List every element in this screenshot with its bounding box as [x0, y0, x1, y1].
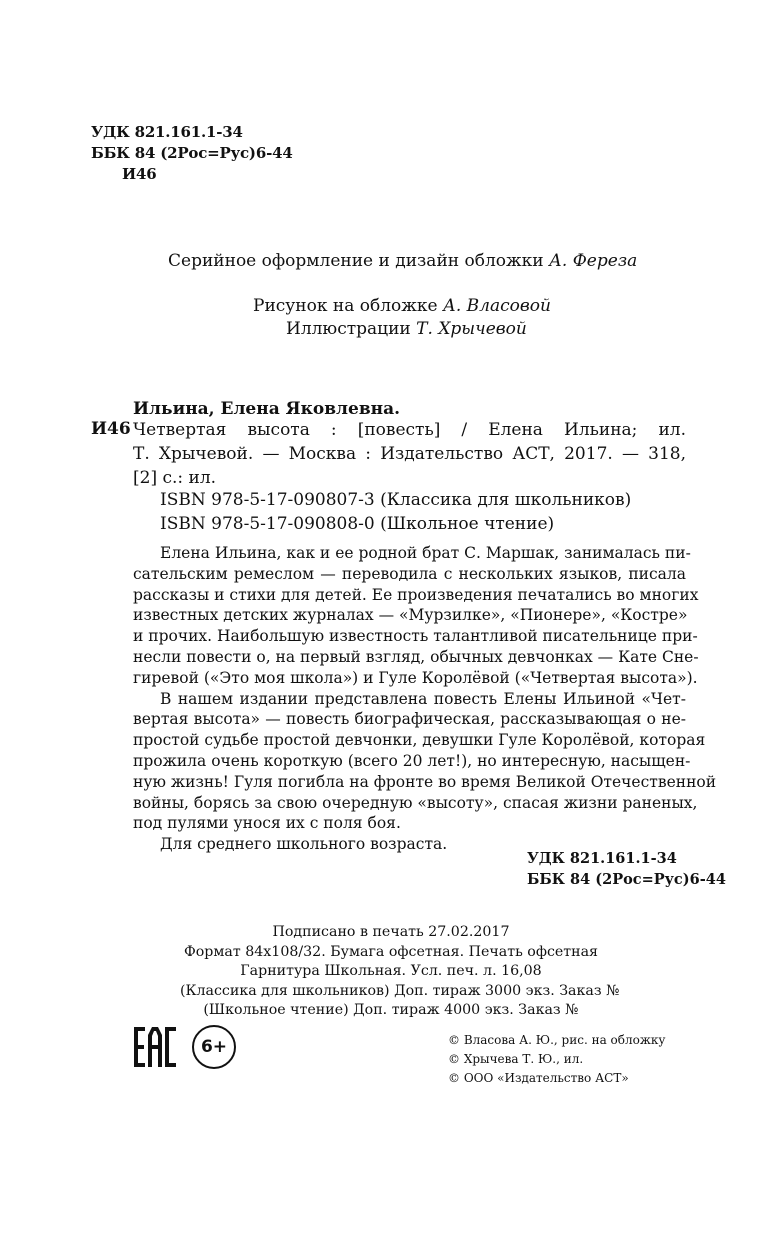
series-design-label: Серийное оформление и дизайн обложки	[168, 251, 550, 271]
cover-artist-name: А. Власовой	[443, 296, 551, 316]
abstract-line: сательским ремеслом — переводила с нескольких языков, писала	[133, 564, 686, 583]
biblio-line: Четвертая высота : [повесть] / Елена Ильина; ил.	[133, 420, 686, 440]
abstract-line: гиревой («Это моя школа») и Гуле Королёвой («Четвертая высота»).	[133, 668, 698, 687]
abstract-line: под пулями унося их с поля боя.	[133, 814, 401, 833]
age-rating-badge: 6+	[192, 1025, 236, 1069]
abstract-line: рассказы и стихи для детей. Ее произведения печатались во многих	[133, 585, 699, 604]
abstract-line: простой судьбе простой девчонки, девушки Гуле Королёвой, которая	[133, 731, 706, 750]
cover-art-credit	[253, 294, 551, 318]
audience-line: Для среднего школьного возраста.	[160, 835, 448, 854]
copyright-line: © Хрычева Т. Ю., ил.	[448, 1052, 584, 1066]
illustrations-credit	[286, 317, 527, 341]
author-mark-top: И46	[122, 165, 157, 183]
bbk-code: ББК 84 (2Рос=Рус)6-44	[91, 144, 293, 162]
isbn-line: ISBN 978-5-17-090808-0 (Школьное чтение)	[160, 514, 555, 534]
abstract	[133, 543, 717, 855]
author-mark: И46	[91, 419, 131, 439]
isbn-block	[160, 488, 631, 536]
udk-code: УДК 821.161.1-34	[527, 850, 677, 867]
bbk-code: ББК 84 (2Рос=Рус)6-44	[527, 871, 726, 888]
abstract-line: ную жизнь! Гуля погибла на фронте во время Великой Отечественной	[133, 772, 717, 791]
cover-art-label: Рисунок на обложке	[253, 296, 443, 316]
imprint-line: Формат 84х108/32. Бумага офсетная. Печать офсетная	[183, 943, 599, 960]
abstract-line: В нашем издании представлена повесть Елены Ильиной «Чет-	[160, 689, 686, 708]
imprint-line: Гарнитура Школьная. Усл. печ. л. 16,08	[240, 963, 542, 979]
imprint-line: (Школьное чтение) Доп. тираж 4000 экз. Заказ №	[203, 1002, 579, 1018]
series-design-credit	[168, 249, 637, 273]
biblio-line: [2] с.: ил.	[133, 468, 217, 488]
udk-code: УДК 821.161.1-34	[91, 123, 243, 141]
abstract-line: несли повести о, на первый взгляд, обычных девчонках — Кате Сне-	[133, 647, 699, 666]
abstract-line: известных детских журналах — «Мурзилке», «Пионере», «Костре»	[133, 606, 688, 625]
biblio-line: Т. Хрычевой. — Москва : Издательство АСТ, 2017. — 318,	[133, 444, 686, 464]
series-designer-name: А. Фереза	[549, 251, 638, 271]
copyright-line: © Власова А. Ю., рис. на обложку	[448, 1033, 666, 1047]
classification-bottom	[527, 848, 726, 890]
classification-top	[91, 122, 293, 185]
abstract-line: Елена Ильина, как и ее родной брат С. Маршак, занималась пи-	[160, 544, 691, 562]
abstract-line: и прочих. Наибольшую известность талантливой писательнице при-	[133, 627, 698, 646]
author-heading: Ильина, Елена Яковлевна.	[133, 399, 401, 419]
imprint-line: (Классика для школьников) Доп. тираж 3000 экз. Заказ №	[180, 982, 620, 999]
bibliographic-description	[133, 418, 686, 490]
abstract-line: прожила очень короткую (всего 20 лет!), но интересную, насыщен-	[133, 751, 691, 770]
illustrations-label: Иллюстрации	[286, 319, 417, 339]
isbn-line: ISBN 978-5-17-090807-3 (Классика для школьников)	[160, 490, 632, 510]
abstract-line: войны, борясь за свою очередную «высоту», спасая жизни раненых,	[133, 793, 698, 812]
copyright-line: © ООО «Издательство АСТ»	[448, 1071, 629, 1085]
illustrator-name: Т. Хрычевой	[416, 319, 527, 339]
abstract-line: вертая высота» — повесть биографическая, рассказывающая о не-	[133, 710, 686, 729]
imprint-line: Подписано в печать 27.02.2017	[272, 924, 510, 940]
imprint	[180, 923, 620, 1021]
copyright-block	[448, 1031, 665, 1088]
eac-logo-icon	[133, 1025, 177, 1069]
